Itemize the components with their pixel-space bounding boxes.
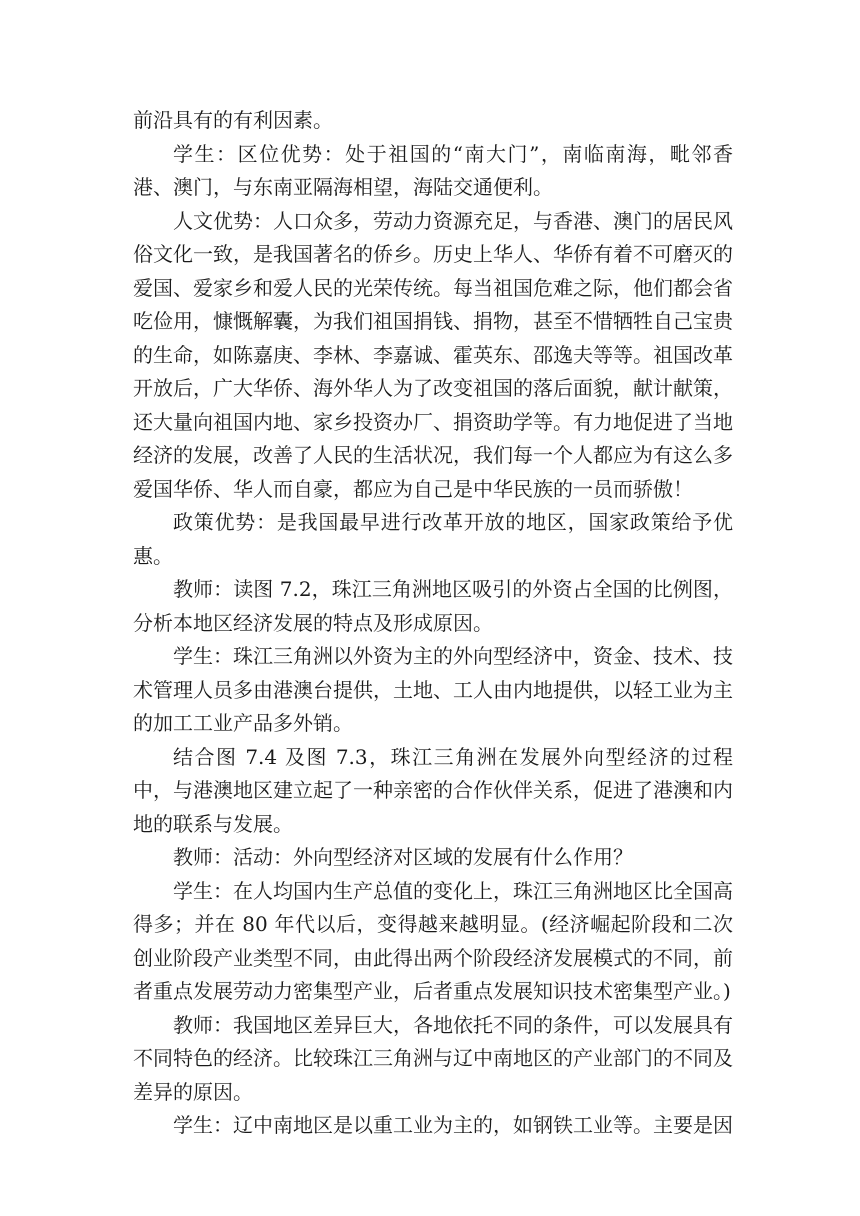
paragraph-student-export-economy: 学生：珠江三角洲以外资为主的外向型经济中，资金、技术、技术管理人员多由港澳台提供，土地、工人由内地提供，以轻工业为主的加工工业产品多外销。	[133, 644, 733, 735]
paragraph-teacher-figure-7-2: 教师：读图 7.2，珠江三角洲地区吸引的外资占全国的比例图，分析本地区经济发展的特点及形成原因。	[133, 577, 733, 635]
paragraph-figures-7-4-7-3: 结合图 7.4 及图 7.3，珠江三角洲在发展外向型经济的过程中，与港澳地区建立起了一种亲密的合作伙伴关系，促进了港澳和内地的联系与发展。	[133, 744, 733, 836]
document-page	[133, 104, 733, 1143]
paragraph-location-advantage: 学生：区位优势：处于祖国的“南大门”，南临南海，毗邻香港、澳门，与东南亚隔海相望，海陆交通便利。	[133, 141, 733, 199]
paragraph-student-liaoning: 学生：辽中南地区是以重工业为主的，如钢铁工业等。主要是因	[173, 1113, 733, 1137]
paragraph-cultural-advantage: 人文优势：人口众多，劳动力资源充足，与香港、澳门的居民风俗文化一致，是我国著名的侨乡。历史上华人、华侨有着不可磨灭的爱国、爱家乡和爱人民的光荣传统。每当祖国危难之际，他们都会省吃俭用，慷慨解囊，为我们祖国捐钱、捐物，甚至不惜牺牲自己宝贵的生命，如陈嘉庚、李林、李嘉诚、霍英东、邵逸夫等等。祖国改革开放后，广大华侨、海外华人为了改变祖国的落后面貌，献计献策，还大量向祖国内地、家乡投资办厂、捐资助学等。有力地促进了当地经济的发展，改善了人民的生活状况，我们每一个人都应为有这么多爱国华侨、华人而自豪，都应为自己是中华民族的一员而骄傲！	[133, 208, 733, 501]
paragraph-continuation: 前沿具有的有利因素。	[133, 108, 333, 132]
paragraph-policy-advantage: 政策优势：是我国最早进行改革开放的地区，国家政策给予优惠。	[133, 510, 733, 568]
paragraph-teacher-regional-difference: 教师：我国地区差异巨大，各地依托不同的条件，可以发展具有不同特色的经济。比较珠江三角洲与辽中南地区的产业部门的不同及差异的原因。	[133, 1012, 733, 1104]
paragraph-student-gdp: 学生：在人均国内生产总值的变化上，珠江三角洲地区比全国高得多；并在 80 年代以后，变得越来越明显。(经济崛起阶段和二次创业阶段产业类型不同，由此得出两个阶段经济发展模式的不同，前者重点发展劳动力密集型产业，后者重点发展知识技术密集型产业。)	[133, 878, 733, 1003]
paragraph-teacher-activity: 教师：活动：外向型经济对区域的发展有什么作用？	[173, 845, 633, 869]
